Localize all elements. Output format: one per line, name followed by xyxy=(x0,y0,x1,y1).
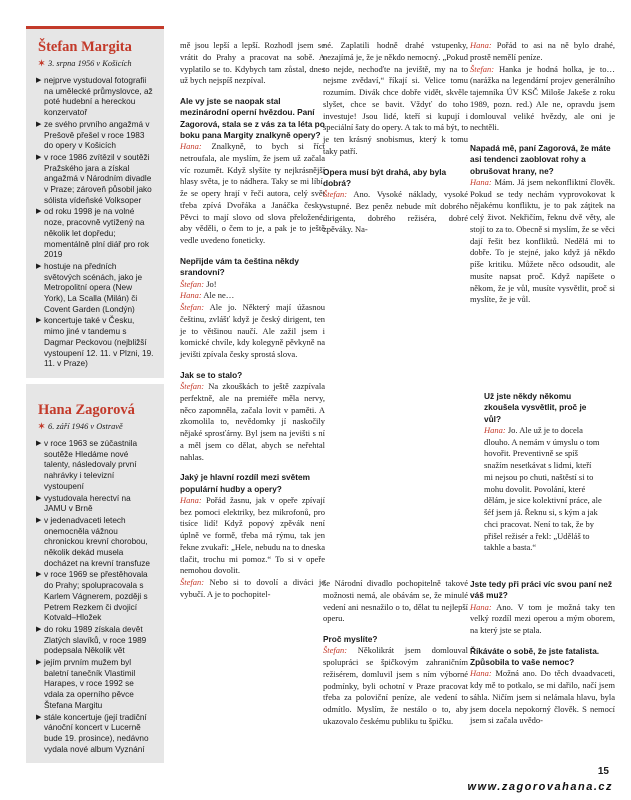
body-paragraph: né. Zaplatili hodně drahé vstupenky, nezajímá je, že je někdo nemocný. „Pokud to nejde, nechoďte na jeviště, my na to nejsme zvědaví,“ říkají si. Velice tomu rozumím. Divák chce dobře vidět, skvěle slyšet, chce se bavit. Vždyť do toho investuje! Jsou lidé, kteří si kupují i speciální šaty do opery. A tak to má být, to je ten krásný snobismus, který k tomu taky patří. xyxy=(323,40,468,156)
body-paragraph: mě jsou lepší a lepší. Rozhodl jsem se vrátit do Prahy a pracovat na sobě. A vyplatilo se to. Kdybych tam zůstal, dnes už bych nejspíš nezpíval. xyxy=(180,40,325,86)
speaker-name: Štefan: xyxy=(470,63,495,74)
interview-answer xyxy=(180,141,325,247)
article-column-1 xyxy=(180,40,325,601)
bio-fact xyxy=(38,625,154,657)
interview-answer xyxy=(470,668,615,727)
bio-fact-text: do roku 1989 získala devět Zlatých slavíků, v roce 1989 podepsala Několik vět xyxy=(44,624,147,656)
bio-fact-text: v roce 1963 se zúčastnila soutěže Hledáme nové talenty, následovaly první nahrávky i televizní vystoupení xyxy=(44,438,138,491)
answer-text: Jo. Ale už je to docela dlouho. A nemám v úmyslu o tom hovořit. Preventivně se spíš snažím nesetkávat s lidmi, kteří mi nejsou po chuti, naštěstí si to mohu dovolit. Povolání, které dělám, je sice kolektivní práce, ale šéf jsem já. Řeknu si, s kým a jak chci pracovat. Není to tak, že by přišel režisér a řekl: „Uděláš to takhle a basta.“ xyxy=(484,424,602,553)
speaker-name: Štefan: xyxy=(180,302,205,313)
bio-fact-text: nejprve vystudoval fotografii na umělecké průmyslovce, až poté hudební a hereckou konzervatoř xyxy=(44,76,153,118)
bullet-triangle-icon: ▶ xyxy=(36,713,42,721)
interview-answer xyxy=(470,602,615,637)
bio-name: Hana Zagorová xyxy=(38,401,135,418)
article-column-2-top xyxy=(323,40,468,236)
interview-answer xyxy=(470,64,615,135)
interview-answer xyxy=(180,290,325,302)
bio-fact xyxy=(38,494,154,515)
bullet-triangle-icon: ▶ xyxy=(36,625,42,633)
bullet-triangle-icon: ▶ xyxy=(36,120,42,128)
bio-fact xyxy=(38,262,154,316)
speaker-name: Hana: xyxy=(180,290,202,301)
bio-fact-text: v roce 1986 zvítězil v soutěži Pražského jara a získal angažmá v Národním divadle v Praze; zároveň působil jako sólista vídeňské Volksoper xyxy=(44,152,152,205)
answer-text: Znalkyně, to bych si říct netroufala, ale myslím, že jsem už začala víc rozumět. Když slyšíte ty nejkrásnější hlasy světa, je to nádhera. Taky se mi líbí, že se opery hrají v řeči autora, celý svět třeba zpívá Dvořáka a Janáčka česky. Pěvci to mají slovo od slova přeložené, aby věděli, o čem to je, a pak je to ještě vedle uvedeno foneticky. xyxy=(180,141,325,246)
speaker-name: Štefan: xyxy=(180,381,205,392)
bullet-triangle-icon: ▶ xyxy=(36,439,42,447)
bio-fact-text: jejím prvním mužem byl baletní tanečník Vlastimil Harapes, v roce 1992 se vdala za operního pěvce Štefana Margitu xyxy=(44,658,136,710)
biography-sidebar xyxy=(26,26,164,763)
speaker-name: Hana: xyxy=(484,424,506,435)
bullet-triangle-icon: ▶ xyxy=(36,77,42,84)
speaker-name: Hana: xyxy=(470,668,492,679)
bio-facts-list xyxy=(38,439,154,755)
bio-name: Štefan Margita xyxy=(38,39,132,55)
bullet-triangle-icon: ▶ xyxy=(36,494,42,502)
article-column-3-middle xyxy=(484,382,602,554)
interview-answer xyxy=(470,177,615,306)
speaker-name: Štefan: xyxy=(323,645,348,656)
bio-fact xyxy=(38,120,154,152)
interview-answer xyxy=(180,495,325,577)
article-column-3-top xyxy=(470,40,615,306)
interview-question: Jaký je hlavní rozdíl mezi světem populární hudby a opery? xyxy=(180,472,311,494)
bio-fact xyxy=(38,316,154,370)
body-paragraph: še Národní divadlo pochopitelně takové možnosti nemá, ale obávám se, že minulé vedení ani nesnažilo o to, dělat tu nejlepší operu. xyxy=(323,578,468,624)
star-icon: ✶ xyxy=(38,59,46,68)
bullet-triangle-icon: ▶ xyxy=(36,262,42,270)
bio-fact xyxy=(38,76,154,119)
speaker-name: Hana: xyxy=(180,494,202,505)
bio-fact-text: koncertuje také v Česku, mimo jiné v tandemu s Dagmar Peckovou (nejbližší vystoupení 12. 11. v Plzni, 19. 11. v Praze) xyxy=(44,316,154,369)
answer-text: Možná ano. Do těch dvaadvaceti, kdy mě to potkalo, se mi dařilo, načí jsem sáhla. Ničím jsem si nelámala hlavu, byla jsem docela nepokorný člověk. S nemocí jsem si začala uvědo- xyxy=(470,668,615,726)
answer-text: Na zkouškách to ještě zazpívala perfektně, ale na premiéře měla nervy, něco zapomněla, začala lovit v paměti. A zkomolila to, nevědomky jí naskočily nějaké sprosťárny. Byl jsem na jevišti s ní a měl jsem co dělat, abych se neřehtal nahlas. xyxy=(180,381,325,462)
bullet-triangle-icon: ▶ xyxy=(36,571,42,579)
interview-answer xyxy=(180,381,325,463)
page-number: 15 xyxy=(597,766,609,777)
interview-question: Nepřijde vám ta čeština někdy srandovní? xyxy=(180,255,299,278)
bio-stefan-margita xyxy=(26,29,164,370)
interview-answer xyxy=(180,577,325,601)
article-column-2-bottom xyxy=(323,578,468,728)
interview-question: Opera musí být drahá, aby byla dobrá? xyxy=(323,166,447,188)
answer-text: Ale jo. Některý mají úžasnou češtinu, zvlášť když je český dirigent, ten je to většinou naučí. Ale zažil jsem i komické chvíle, kdy kolegyně pěvkyně na jevišti zpívala česky sprostá slova. xyxy=(180,302,325,360)
bio-hana-zagorova xyxy=(26,390,164,755)
speaker-name: Hana: xyxy=(470,40,492,50)
bio-fact xyxy=(38,153,154,207)
bio-fact xyxy=(38,658,154,712)
interview-answer xyxy=(180,302,325,361)
interview-answer xyxy=(470,40,615,64)
interview-question: Proč myslíte? xyxy=(323,634,378,644)
answer-text: Pořád to asi na ně bylo drahé, prostě nemělí peníze. xyxy=(470,40,615,62)
answer-text: Ano. Vysoké náklady, vysoké vstupné. Bez peněz nebude mít dobrého dirigenta, dobrého režiséra, dobré zpěváky. Na- xyxy=(323,189,468,235)
bio-fact-text: v jedenadvaceti letech onemocněla vážnou chronickou krevní chorobou, několik dekád musela docházet na krevní transfuze xyxy=(44,515,150,568)
answer-text: Pořád žasnu, jak v opeře zpívají bez pomoci elektriky, bez mikrofonů, pro tisíce lidí! Když popový zpěvák není úplně ve formě, třeba má rýmu, tak jen řekne zvukaři: „Hele, nebudu na to dneska tlačit, trochu mi pomoz.“ To si v opeře nemohou dovolit. xyxy=(180,494,325,576)
answer-text: Ano. V tom je možná taky ten velký rozdíl mezi operou a mým oborem, na který jste se ptala. xyxy=(470,601,615,636)
bullet-triangle-icon: ▶ xyxy=(36,659,42,667)
speaker-name: Hana: xyxy=(470,601,492,612)
interview-answer xyxy=(484,425,602,554)
answer-text: Několikrát jsem domlouval spolupráci se špičkovým zahraničním režisérem, domluvil jsem s ním výborné podmínky, byli ochotní v Praze pracovat třeba za poloviční peníze, ale vedení to odmítlo. Myslím, že nestálo o to, aby ukazovalo českému publiku tu špičku. xyxy=(323,645,468,726)
answer-text: Ale ne… xyxy=(201,290,235,301)
interview-answer xyxy=(180,279,325,291)
bio-fact xyxy=(38,516,154,570)
interview-answer xyxy=(323,645,468,727)
bio-fact-text: vystudovala herectví na JAMU v Brně xyxy=(44,493,131,514)
bio-fact xyxy=(38,570,154,624)
bio-fact-text: hostuje na předních světových scénách, jako je Metropolitní opera (New York), La Scalla (Milán) či Covent Garden (Londýn) xyxy=(44,261,143,314)
bio-fact xyxy=(38,207,154,261)
interview-question: Ale vy jste se naopak stal mezinárodní operní hvězdou. Paní Zagorová, stala se z vás za ta léta po boku pana Margity znalkyně opery? xyxy=(180,96,325,140)
bio-fact xyxy=(38,439,154,493)
interview-question: Už jste někdy někomu zkoušela vysvětlit, proč je vůl? xyxy=(484,391,587,424)
bio-fact-text: ze svého prvního angažmá v Prešově přešel v roce 1983 do opery v Košicích xyxy=(44,119,150,151)
interview-question: Napadá mě, paní Zagorová, že máte asi tendenci zaoblovat rohy a obrušovat hrany, ne? xyxy=(470,143,611,176)
interview-answer xyxy=(323,189,468,236)
article-column-3-bottom xyxy=(470,570,615,727)
bio-date: 6. září 1946 v Ostravě xyxy=(48,421,123,431)
bio-fact-text: od roku 1998 je na volné noze, pracovně vytížený na několik let dopředu; momentálně plní diář pro rok 2019 xyxy=(44,207,150,260)
interview-question: Říkáváte o sobě, že jste fatalista. Způsobila to vaše nemoc? xyxy=(470,645,600,668)
bio-fact-text: stále koncertuje (její tradiční vánoční koncert v Lucerně bude 19. prosince), nedávno vydala nové album Vyznání xyxy=(44,712,149,754)
website-watermark: www.zagorovahana.cz xyxy=(467,781,613,793)
bullet-triangle-icon: ▶ xyxy=(36,208,42,216)
bullet-triangle-icon: ▶ xyxy=(36,153,42,161)
bio-divider xyxy=(14,378,174,384)
speaker-name: Hana: xyxy=(180,141,202,152)
answer-text: Jo! xyxy=(204,278,217,289)
bullet-triangle-icon: ▶ xyxy=(36,317,42,325)
interview-question: Jste tedy při práci víc svou paní než váš muž? xyxy=(470,579,613,601)
speaker-name: Štefan: xyxy=(323,189,348,200)
bio-fact-text: v roce 1969 se přestěhovala do Prahy; spolupracovala s Karlem Vágnerem, později s Petrem Rezkem či dvojicí Kotvald–Hložek xyxy=(44,570,148,623)
answer-text: Hanka je hodná holka, je to… (narážka na legendární projev generálního tajemníka ÚV KSČ Miloše Jakeše z roku 1989, pozn. red.) Ale ne, opravdu jsem domlouval veliké hvězdy, ale oni je nechtěli. xyxy=(470,63,615,133)
interview-question: Jak se to stalo? xyxy=(180,369,243,380)
bullet-triangle-icon: ▶ xyxy=(36,516,42,524)
speaker-name: Štefan: xyxy=(180,577,205,588)
bio-facts-list xyxy=(38,76,154,370)
star-icon: ✶ xyxy=(38,421,46,431)
speaker-name: Štefan: xyxy=(180,278,205,289)
answer-text: Mám. Já jsem nekonfliktní člověk. Pokud se tedy nechám vyprovokovat k nějakému konfliktu, je to pak záţitek na celý život. Nekřičím, řeknu dvě věty, ale stojí to za to. Obecně si myslím, že se věci dají řešit bez konfliktů. Nedělá mi to dobře. To je stejné, jako když já někdo píše kritiku. Můžete něco odsoudit, ale musíte napsat proč. Když napíšete o někom, že je vůl, musíte vysvětlit, proč si myslíte, že je vůl. xyxy=(470,176,615,305)
bio-fact xyxy=(38,713,154,756)
bio-date: 3. srpna 1956 v Košicích xyxy=(48,59,132,68)
speaker-name: Hana: xyxy=(470,176,492,187)
answer-text: Nebo si to dovolí a diváci je vybučí. A je to pochopitel- xyxy=(180,577,325,599)
